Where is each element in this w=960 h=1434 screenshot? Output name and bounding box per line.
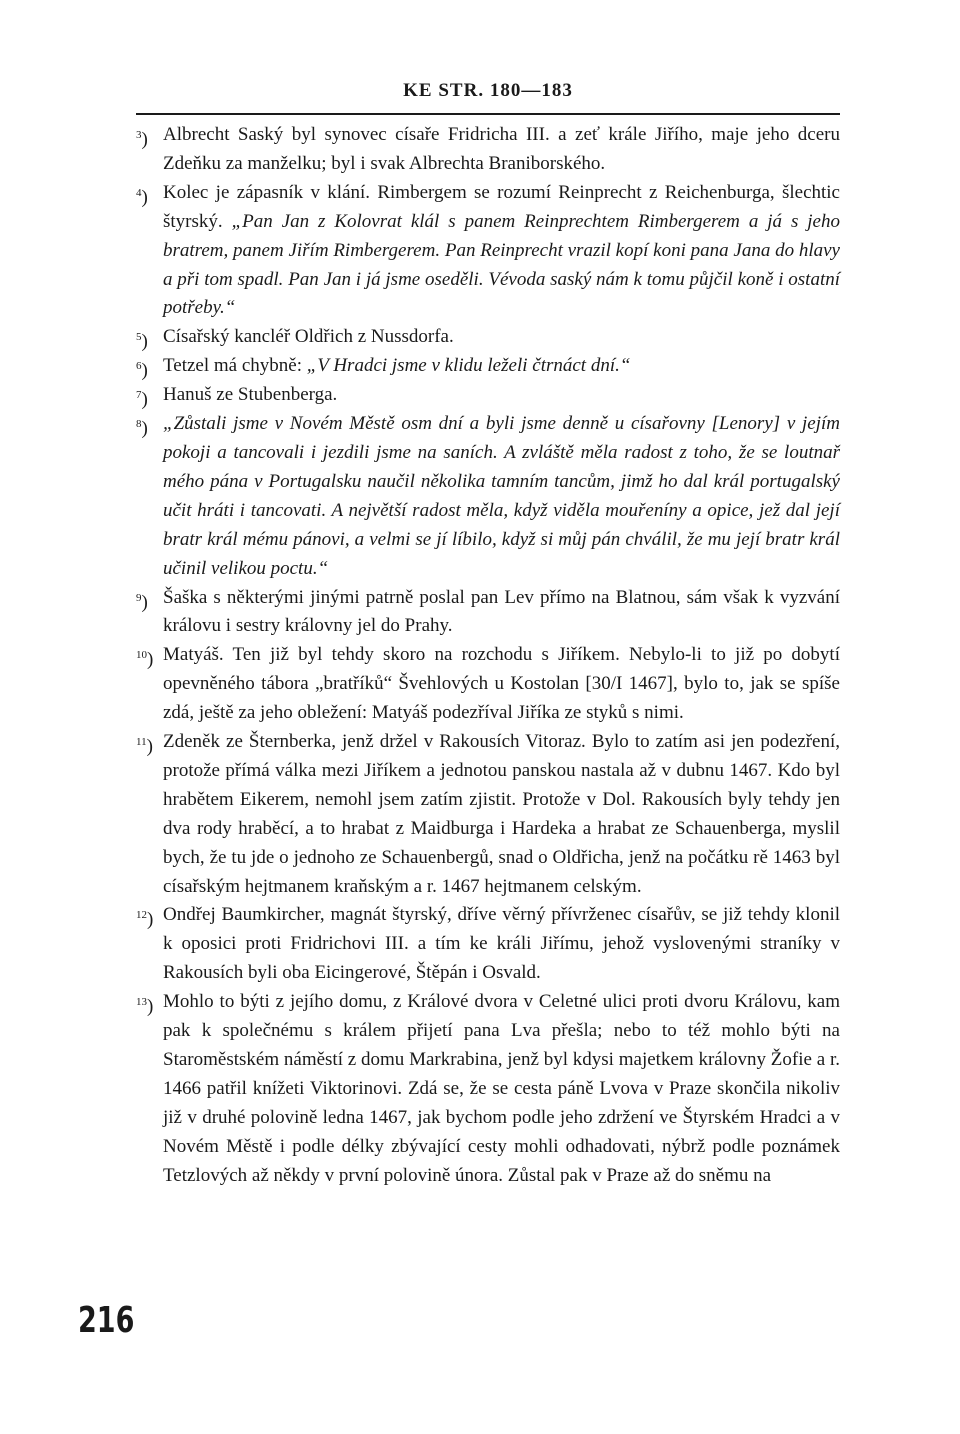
footnote-marker: $^9$) — [136, 591, 148, 613]
footnote — [136, 410, 840, 583]
footnote — [136, 121, 840, 179]
footnote-marker: $^7$) — [136, 389, 148, 411]
footnote-marker: $^8$) — [136, 418, 148, 440]
footnote-number: 9 — [136, 591, 142, 604]
footnote-marker: $^3$) — [136, 129, 148, 150]
page-number: 216 — [78, 1300, 135, 1341]
footnote-text: Hanuš ze Stubenberga. — [163, 384, 338, 406]
footnote-number: 7 — [136, 389, 142, 402]
footnote — [136, 323, 840, 352]
footnote — [136, 584, 840, 642]
footnote-number: 13 — [136, 996, 147, 1009]
footnote-marker: $^{12}$) — [136, 909, 154, 931]
footnote — [136, 179, 840, 324]
footnote-marker: $^{13}$) — [136, 996, 154, 1018]
footnote-number: 3 — [136, 129, 142, 141]
footnote-text: Matyáš. Ten již byl tehdy skoro na rozchodu s Jiříkem. Nebylo-li to již po dobytí opevněného tábora „bratříků“ Švehlových u Kostolan [30/I 1467], bylo to, jak se spíše zdá, ještě za jeho obležení: Matyáš podezříval Jiříka ze styků s nimi. — [163, 644, 840, 724]
footnote — [136, 728, 840, 901]
footnote-marker: $^5$) — [136, 331, 148, 353]
footnote-text: Císařský kancléř Oldřich z Nussdorfa. — [163, 326, 454, 348]
footnote-text: Tetzel má chybně: — [163, 355, 307, 377]
footnote-quote: „Zůstali jsme v Novém Městě osm dní a byli jsme denně u císařovny [Lenory] v jejím pokoji a tancovali i jezdili jsme na saních. A zvláště měla radost z toho, že se loutnař mého pána v Portugalsku naučil několika tamním tancům, jimž ho dal král portugalský učit hráti i tancovati. A největší radost měla, když viděla mouřeníny a opice, jež dal její bratr král mému pánovi, a velmi se jí líbilo, když si můj pán chválil, že mu její bratr král učinil velikou poctu.“ — [163, 413, 840, 579]
footnote — [136, 641, 840, 728]
footnote-number: 12 — [136, 909, 147, 922]
footnote-number: 4 — [136, 186, 142, 199]
footnote-text: Mohlo to býti z jejího domu, z Králové dvora v Celetné ulici proti dvoru Královu, kam pak k společnému s králem přijetí pana Lva přešla; nebo to též mohlo býti na Staroměstském náměstí z domu Markrabina, jenž byl kdysi majetkem královny Žofie a r. 1466 patřil knížeti Viktorinovi. Zdá se, že se cesta páně Lvova v Praze skončila nikoliv již v druhé polovině ledna 1467, jak bychom podle jeho zdržení ve Štyrském Hradci a v Novém Městě i podle délky zbývající cesty mohli odhadovati, nýbrž podle poznámek Tetzlových až někdy v první polovině února. Zůstal pak v Praze až do sněmu na — [163, 991, 840, 1186]
footnote-quote: „V Hradci jsme v klidu leželi čtrnáct dní.“ — [306, 355, 631, 377]
footnote — [136, 988, 840, 1190]
footnote-text: Zdeněk ze Šternberka, jenž držel v Rakousích Vitoraz. Bylo to zatím asi jen podezření, protože přímá válka mezi Jiříkem a jednotou panskou nastala až v dubnu 1467. Kdo byl hrabětem Eikerem, nemohl jsem zatím zjistit. Protože v Dol. Rakousích byly tehdy jen dva rody hraběcí, a to hrabat z Maidburga i Hardeka a hrabat ze Schauenberga, myslil bych, že tu jde o jednoho ze Schauenbergů, snad o Oldřicha, jenž na počátku rě 1463 byl císařským hejtmanem kraňským a r. 1467 hejtmanem celským. — [163, 731, 840, 897]
footnote — [136, 901, 840, 988]
footnote-number: 6 — [136, 360, 142, 373]
footnote — [136, 352, 840, 381]
footnote-text: Albrecht Saský byl synovec císaře Fridricha III. a zeť krále Jiřího, maje jeho dceru Zdeňku za manželku; byl i svak Albrechta Braniborského. — [163, 124, 840, 174]
footnote-marker: $^{10}$) — [136, 649, 154, 671]
header-rule — [136, 113, 840, 115]
footnote-marker: $^4$) — [136, 186, 148, 208]
footnote — [136, 381, 840, 410]
footnote-number: 11 — [136, 736, 147, 749]
footnote-number: 5 — [136, 331, 142, 344]
footnote-quote: „Pan Jan z Kolovrat klál s panem Reinprechtem Rimbergerem a já s jeho bratrem, panem Jiřím Rimbergerem. Pan Reinprecht vrazil kopí koni pana Jana do hlavy a při tom spadl. Pan Jan i já jsme oseděli. Vévoda saský nám k tomu půjčil koně i ostatní potřeby.“ — [163, 210, 840, 319]
footnote-number: 8 — [136, 418, 142, 431]
footnote-text: Ondřej Baumkircher, magnát štyrský, dříve věrný přívrženec císařův, se již tehdy klonil k oposici proti Fridrichovi III. a tím ke králi Jiřímu, jehož vyslovenými straníky v Rakousích byli oba Eicingerové, Štěpán i Osvald. — [163, 904, 840, 984]
page-header: KE STR. 180—183 — [403, 80, 573, 101]
footnote-text: Kolec je zápasník v klání. Rimbergem se rozumí Reinprecht z Reichenburga, šlechtic štyrský. — [163, 181, 840, 232]
footnote-number: 10 — [136, 649, 147, 662]
footnote-marker: $^6$) — [136, 360, 148, 382]
footnote-marker: $^{11}$) — [136, 736, 153, 758]
footnotes — [136, 121, 840, 1191]
footnote-text: Šaška s některými jinými patrně poslal pan Lev přímo na Blatnou, sám však k vyzvání královu i sestry královny jel do Prahy. — [163, 586, 840, 637]
